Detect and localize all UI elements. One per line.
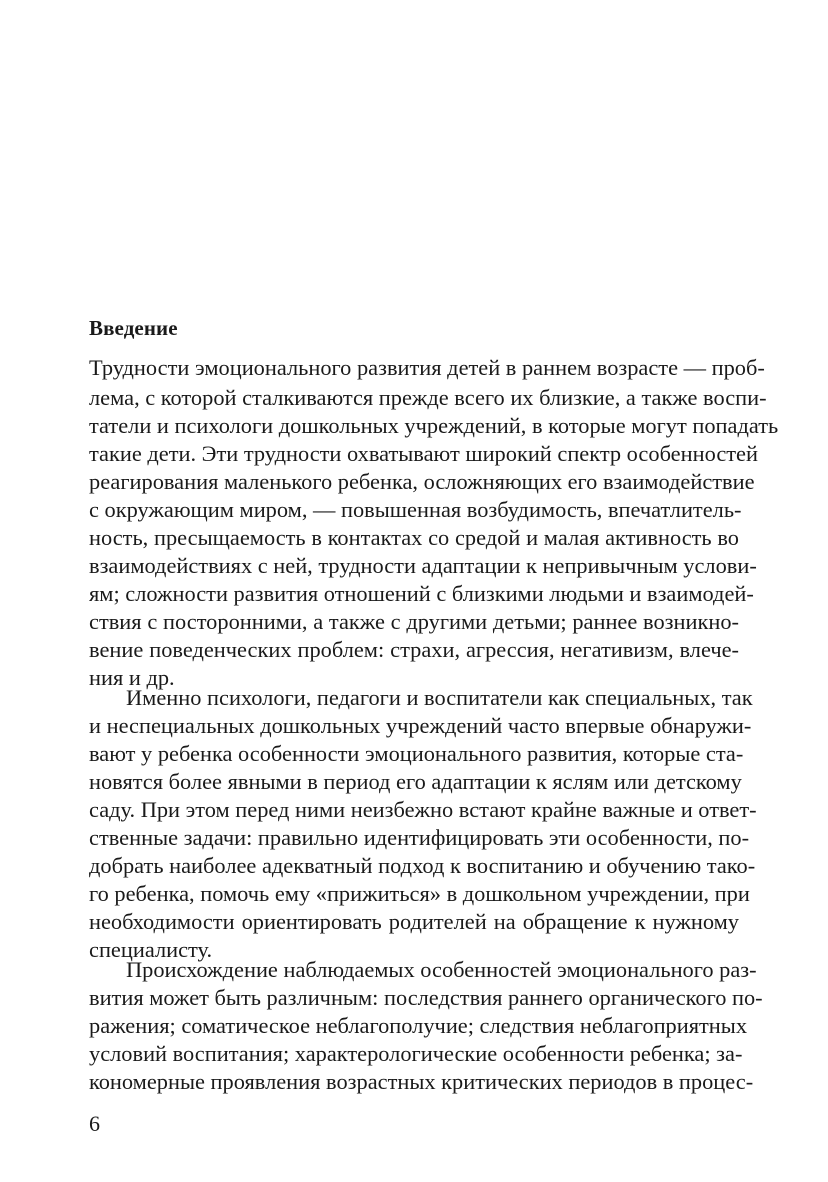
text-line: ния и др. [89, 665, 175, 690]
section-heading: Введение [89, 316, 178, 340]
text-line: и неспециальных дошкольных учреждений часто впервые обнаружи- [89, 713, 752, 738]
text-line: Трудности эмоционального развития детей в раннем возрасте — проб- [89, 355, 765, 380]
text-line: лема, с которой сталкиваются прежде всего их близкие, а также воспи- [89, 385, 767, 410]
text-line: ям; сложности развития отношений с близкими людьми и взаимодей- [89, 581, 754, 606]
text-line: саду. При этом перед ними неизбежно встают крайне важные и ответ- [89, 797, 757, 822]
text-line: добрать наиболее адекватный подход к воспитанию и обучению тако- [89, 853, 756, 878]
text-line: го ребенка, помочь ему «прижиться» в дошкольном учреждении, при [89, 881, 750, 906]
text-line: реагирования маленького ребенка, осложняющих его взаимодействие [89, 469, 755, 494]
text-line: взаимодействиях с ней, трудности адаптации к непривычным услови- [89, 553, 757, 578]
text-line: специалисту. [89, 937, 213, 962]
text-line: новятся более явными в период его адаптации к яслям или детскому [89, 769, 742, 794]
text-line: условий воспитания; характерологические особенности ребенка; за- [89, 1041, 743, 1066]
text-line: ражения; соматическое неблагополучие; следствия неблагоприятных [89, 1013, 748, 1038]
page-number: 6 [89, 1111, 100, 1136]
text-line: вают у ребенка особенности эмоционального развития, которые ста- [89, 741, 744, 766]
text-line: ность, пресыщаемость в контактах со средой и малая активность во [89, 525, 739, 550]
text-line: такие дети. Эти трудности охватывают широкий спектр особенностей [89, 441, 758, 466]
text-line: татели и психологи дошкольных учреждений, в которые могут попадать [89, 413, 779, 438]
text-line: Именно психологи, педагоги и воспитатели как специальных, так [126, 685, 753, 710]
text-line: вение поведенческих проблем: страхи, агрессия, негативизм, влече- [89, 637, 739, 662]
text-line: вития может быть различным: последствия раннего органического по- [89, 985, 763, 1010]
text-line: ствия с посторонними, а также с другими детьми; раннее возникно- [89, 609, 739, 634]
text-line: ственные задачи: правильно идентифицировать эти особенности, по- [89, 825, 750, 850]
text-line: кономерные проявления возрастных критических периодов в процес- [89, 1069, 754, 1094]
text-line: необходимости ориентировать родителей на обращение к нужному [89, 909, 739, 934]
text-line: Происхождение наблюдаемых особенностей эмоционального раз- [126, 957, 757, 982]
text-line: с окружающим миром, — повышенная возбудимость, впечатлитель- [89, 497, 742, 522]
